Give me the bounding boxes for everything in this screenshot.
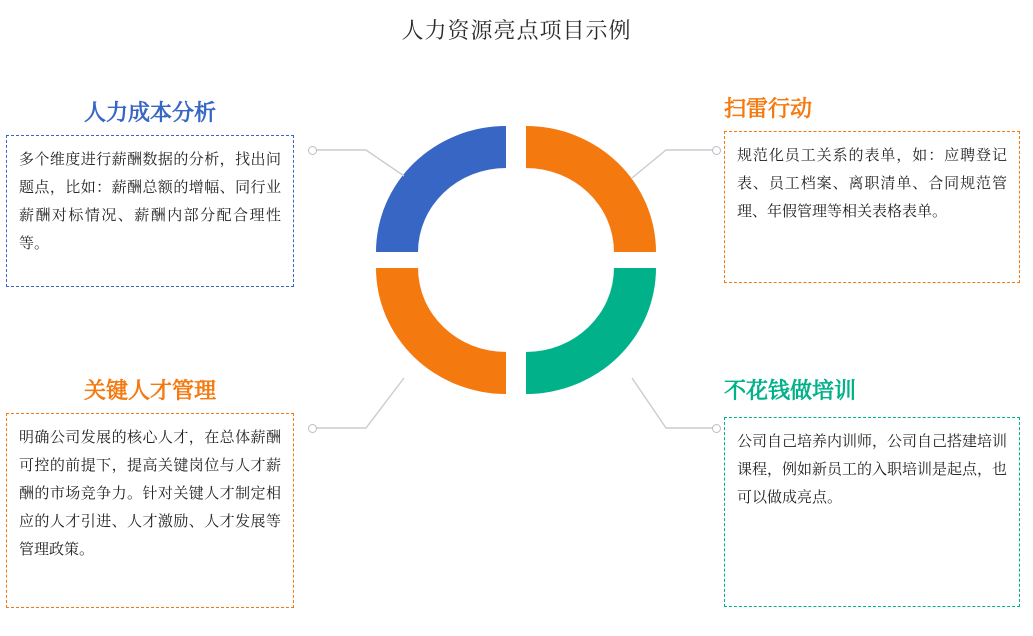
connector-dot-top-left xyxy=(308,146,317,155)
donut-segment-bottom-right xyxy=(526,268,656,394)
callout-heading-top-right: 扫雷行动 xyxy=(724,96,813,121)
callout-heading-bottom-left: 关键人才管理 xyxy=(83,378,216,403)
connector-dot-bottom-left xyxy=(308,424,317,433)
callout-human-cost-analysis xyxy=(6,96,294,287)
donut-segment-bottom-left xyxy=(376,268,506,394)
callout-mine-sweeping-action xyxy=(724,92,1020,283)
callout-body-top-left: 多个维度进行薪酬数据的分析，找出问题点，比如：薪酬总额的增幅、同行业薪酬对标情况、薪酬内部分配合理性等。 xyxy=(6,135,294,287)
callout-body-top-right: 规范化员工关系的表单，如：应聘登记表、员工档案、离职清单、合同规范管理、年假管理等相关表格表单。 xyxy=(724,131,1020,283)
callout-heading-bottom-right: 不花钱做培训 xyxy=(724,378,857,403)
donut-diagram xyxy=(376,126,656,394)
page-title: 人力资源亮点项目示例 xyxy=(401,18,632,43)
donut-segment-top-right xyxy=(526,126,656,252)
callout-body-bottom-right: 公司自己培养内训师，公司自己搭建培训课程，例如新员工的入职培训是起点，也可以做成亮点。 xyxy=(724,417,1020,607)
callout-heading-top-left: 人力成本分析 xyxy=(83,100,216,125)
callout-key-talent-management xyxy=(6,374,294,608)
callout-body-bottom-left: 明确公司发展的核心人才，在总体薪酬可控的前提下，提高关键岗位与人才薪酬的市场竞争力。针对关键人才制定相应的人才引进、人才激励、人才发展等管理政策。 xyxy=(6,413,294,608)
connector-dot-bottom-right xyxy=(712,424,721,433)
donut-segment-top-left xyxy=(376,126,506,252)
callout-free-training xyxy=(724,374,1020,607)
connector-dot-top-right xyxy=(712,146,721,155)
